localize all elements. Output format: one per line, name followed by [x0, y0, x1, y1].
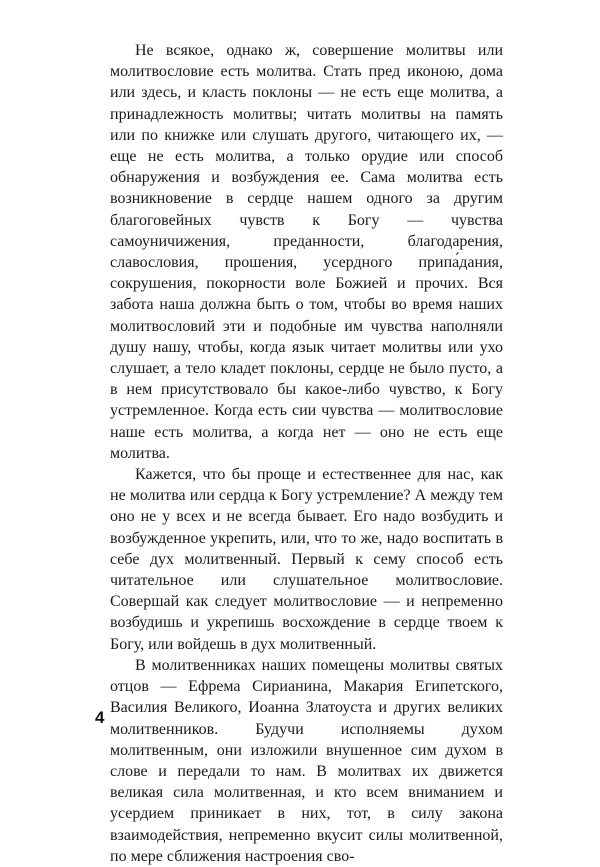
paragraph-1: Не всякое, однако ж, совершение молитвы или молитвословие есть молитва. Стать пред иконою, дома или здесь, и класть поклоны — не есть еще молитва, а принадлежность молитвы; читать молитвы на память или по книжке или слушать другого, читающего их, — еще не есть молитва, а только орудие или способ обнаружения и возбуждения ее. Сама молитва есть возникновение в сердце нашем одного за другим благоговейных чувств к Богу — чувства самоуничижения, преданности, благодарения, славословия, прошения, усердного припа́дания, сокрушения, покорности воле Божией и прочих. Вся забота наша должна быть о том, чтобы во время наших молитвословий эти и подобные им чувства наполняли душу нашу, чтобы, когда язык читает молитвы или ухо слушает, а тело кладет поклоны, сердце не было пусто, а в нем присутствовало бы какое-либо чувство, к Богу устремленное. Когда есть сии чувства — молитвословие наше есть молитва, а когда нет — оно не есть еще молитва.: [110, 42, 503, 462]
paragraph-3: В молитвенниках наших помещены молитвы святых отцов — Ефрема Сирианина, Макария Египетского, Василия Великого, Иоанна Златоуста и других великих молитвенников. Будучи исполняемы духом молитвенным, они изложили внушенное сим духом в слове и передали то нам. В молитвах их движется великая сила молитвенная, и кто всем вниманием и усердием приникает в них, тот, в силу закона взаимодействия, непременно вкусит силы молитвенной, по мере сближения настроения сво-: [110, 656, 503, 865]
paragraph-2: Кажется, что бы проще и естественнее для нас, как не молитва или сердца к Богу устремление? А между тем оно не у всех и не всегда бывает. Его надо возбудить и возбужденное укрепить, или, что то же, надо воспитать в себе дух молитвенный. Первый к сему способ есть читательное или слушательное молитвословие. Совершай как следует молитвословие — и непременно возбудишь и укрепишь восхождение в сердце твоем к Богу, или войдешь в дух молитвенный.: [110, 466, 503, 653]
page-number: 4: [95, 708, 105, 727]
body-text: [110, 40, 503, 867]
